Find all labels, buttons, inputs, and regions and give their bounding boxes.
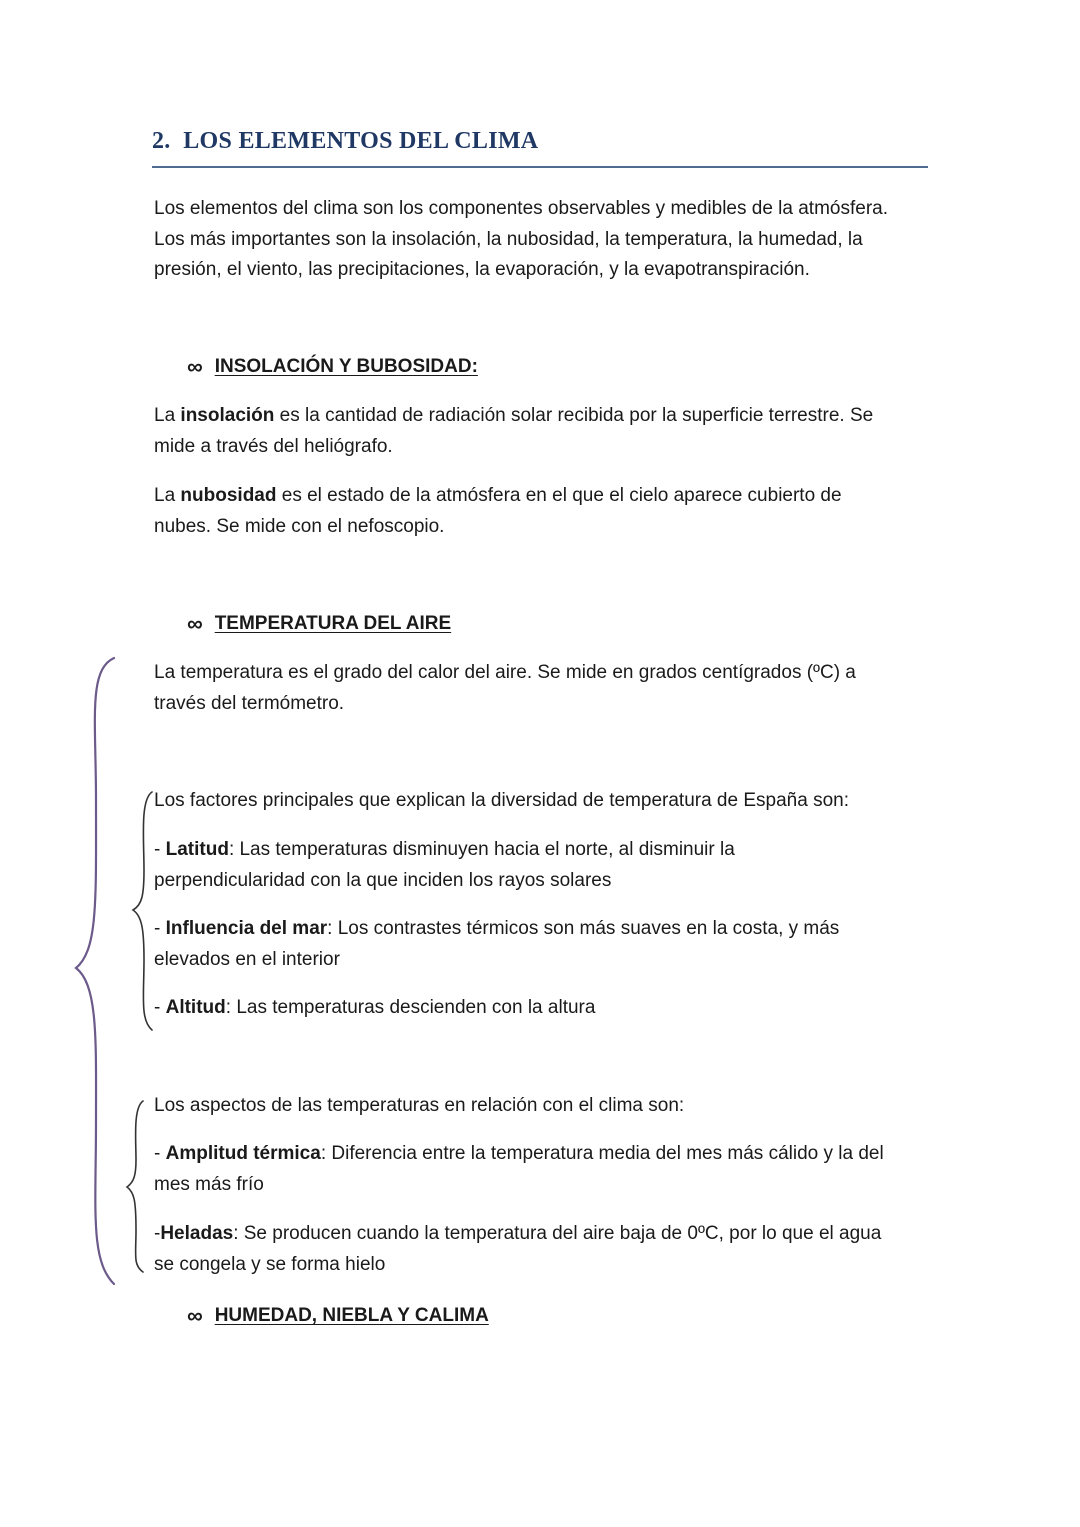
list-item: - Latitud: Las temperaturas disminuyen hacia el norte, al disminuir la perpendicularidad con la que inciden los rayos solares	[154, 839, 735, 891]
list-item: - Amplitud térmica: Diferencia entre la temperatura media del mes más cálido y la del mes más frío	[154, 1143, 884, 1195]
term-nubosidad: nubosidad	[180, 485, 277, 506]
infinity-bullet-icon: ∞	[187, 354, 203, 379]
infinity-bullet-icon: ∞	[187, 1303, 203, 1328]
heading-number: 2.	[152, 128, 171, 154]
intro-line: Los elementos del clima son los componentes observables y medibles de la atmósfera.	[154, 198, 888, 219]
aspectos-brace-icon	[127, 1101, 143, 1272]
term-insolacion: insolación	[180, 405, 275, 426]
intro-line: Los más importantes son la insolación, la nubosidad, la temperatura, la humedad, la	[154, 228, 863, 250]
main-brace-icon	[76, 658, 114, 1284]
paragraph-insolacion: La insolación es la cantidad de radiación solar recibida por la superficie terrestre. Se mide a través del heliógrafo.	[154, 405, 874, 457]
subheading-title: TEMPERATURA DEL AIRE	[214, 613, 452, 634]
term-amplitud: Amplitud térmica	[165, 1143, 321, 1164]
list-item: -Heladas: Se producen cuando la temperatura del aire baja de 0ºC, por lo que el agua se congela y se forma hielo	[154, 1223, 882, 1275]
factores-intro: Los factores principales que explican la diversidad de temperatura de España son:	[154, 790, 849, 811]
term-influencia-mar: Influencia del mar	[165, 918, 328, 939]
paragraph-nubosidad: La nubosidad es el estado de la atmósfera en el que el cielo aparece cubierto de nubes. Se mide con el nefoscopio.	[154, 485, 842, 537]
term-latitud: Latitud	[165, 839, 229, 860]
subheading-title: INSOLACIÓN Y BUBOSIDAD:	[214, 356, 478, 377]
infinity-bullet-icon: ∞	[187, 611, 203, 636]
term-heladas: Heladas	[160, 1223, 234, 1244]
subheading-title: HUMEDAD, NIEBLA Y CALIMA	[214, 1305, 489, 1326]
list-item: - Influencia del mar: Los contrastes térmicos son más suaves en la costa, y más elevados en el interior	[154, 918, 840, 970]
paragraph-temperatura-def: La temperatura es el grado del calor del aire. Se mide en grados centígrados (ºC) a través del termómetro.	[154, 662, 856, 714]
list-item: - Altitud: Las temperaturas descienden con la altura	[154, 997, 596, 1018]
heading-title: LOS ELEMENTOS DEL CLIMA	[183, 128, 539, 154]
intro-line: presión, el viento, las precipitaciones, la evaporación, y la evapotranspiración.	[154, 259, 810, 280]
factores-brace-icon	[133, 792, 152, 1030]
aspectos-intro: Los aspectos de las temperaturas en relación con el clima son:	[154, 1095, 685, 1116]
term-altitud: Altitud	[165, 997, 226, 1018]
